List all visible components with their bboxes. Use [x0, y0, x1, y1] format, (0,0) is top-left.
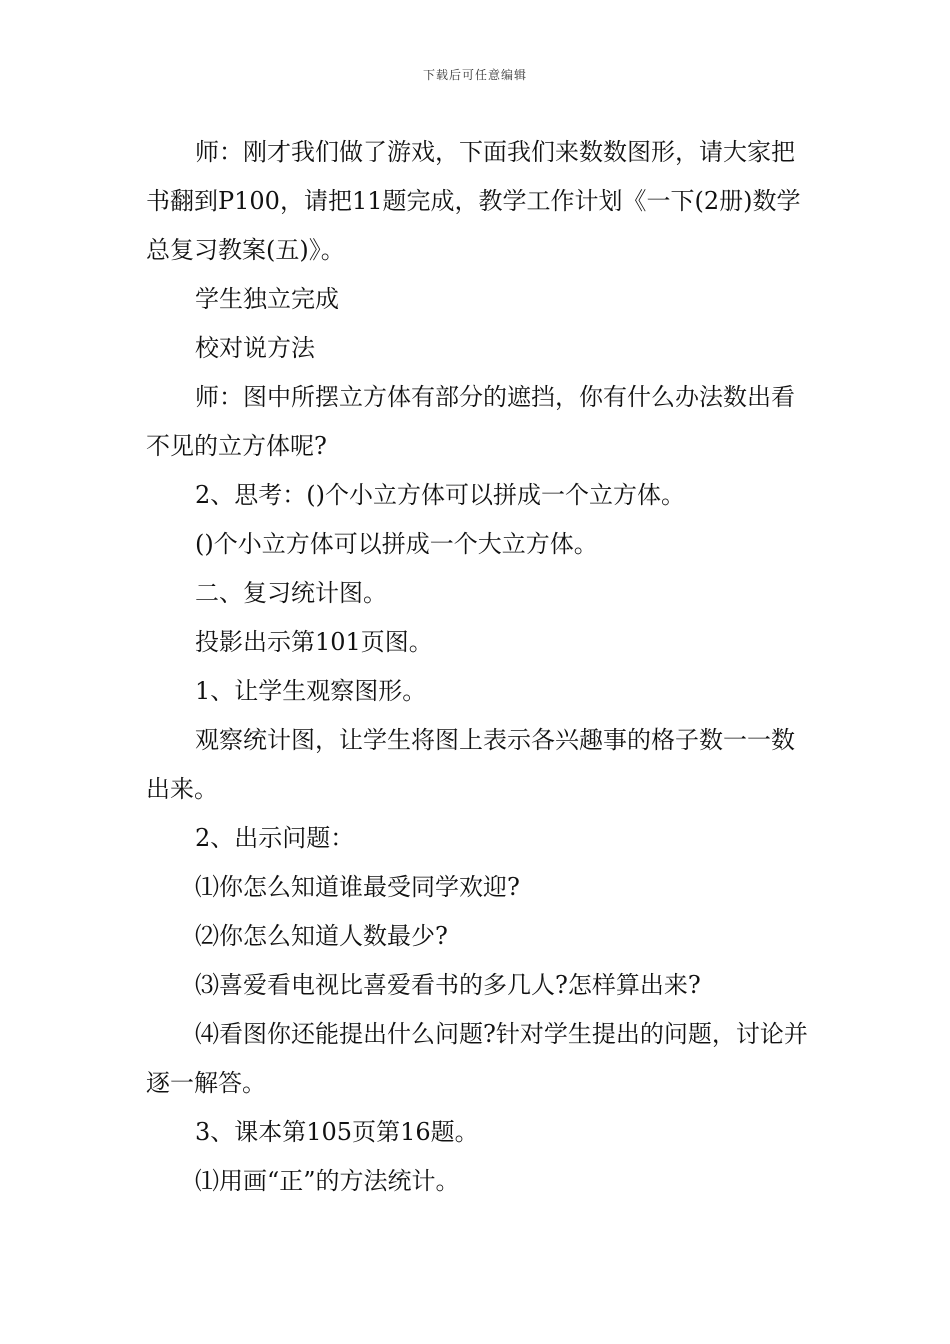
paragraph: ⑴你怎么知道谁最受同学欢迎? — [195, 873, 520, 901]
paragraph: 师：图中所摆立方体有部分的遮挡，你有什么办法数出看不见的立方体呢? — [146, 383, 795, 460]
document-body — [146, 128, 810, 1206]
paragraph: 3、课本第105页第16题。 — [195, 1118, 479, 1146]
paragraph: ()个小立方体可以拼成一个大立方体。 — [195, 530, 598, 558]
paragraph: 学生独立完成 — [195, 285, 339, 313]
paragraph: ⑷看图你还能提出什么问题?针对学生提出的问题，讨论并逐一解答。 — [146, 1020, 808, 1097]
paragraph: 2、出示问题： — [195, 824, 355, 852]
paragraph: ⑴用画“正”的方法统计。 — [195, 1167, 460, 1195]
paragraph: 师：刚才我们做了游戏，下面我们来数数图形，请大家把书翻到P100，请把11题完成，教学工作计划《一下(2册)数学总复习教案(五)》。 — [146, 138, 801, 264]
paragraph: 观察统计图，让学生将图上表示各兴趣事的格子数一一数出来。 — [146, 726, 795, 803]
paragraph: ⑶喜爱看电视比喜爱看书的多几人?怎样算出来? — [195, 971, 701, 999]
paragraph: 1、让学生观察图形。 — [195, 677, 427, 705]
paragraph: 校对说方法 — [195, 334, 315, 362]
paragraph: 投影出示第101页图。 — [195, 628, 433, 656]
paragraph: ⑵你怎么知道人数最少? — [195, 922, 448, 950]
paragraph: 2、思考：()个小立方体可以拼成一个立方体。 — [195, 481, 685, 509]
paragraph: 二、复习统计图。 — [195, 579, 387, 607]
page-header: 下载后可任意编辑 — [422, 68, 527, 82]
